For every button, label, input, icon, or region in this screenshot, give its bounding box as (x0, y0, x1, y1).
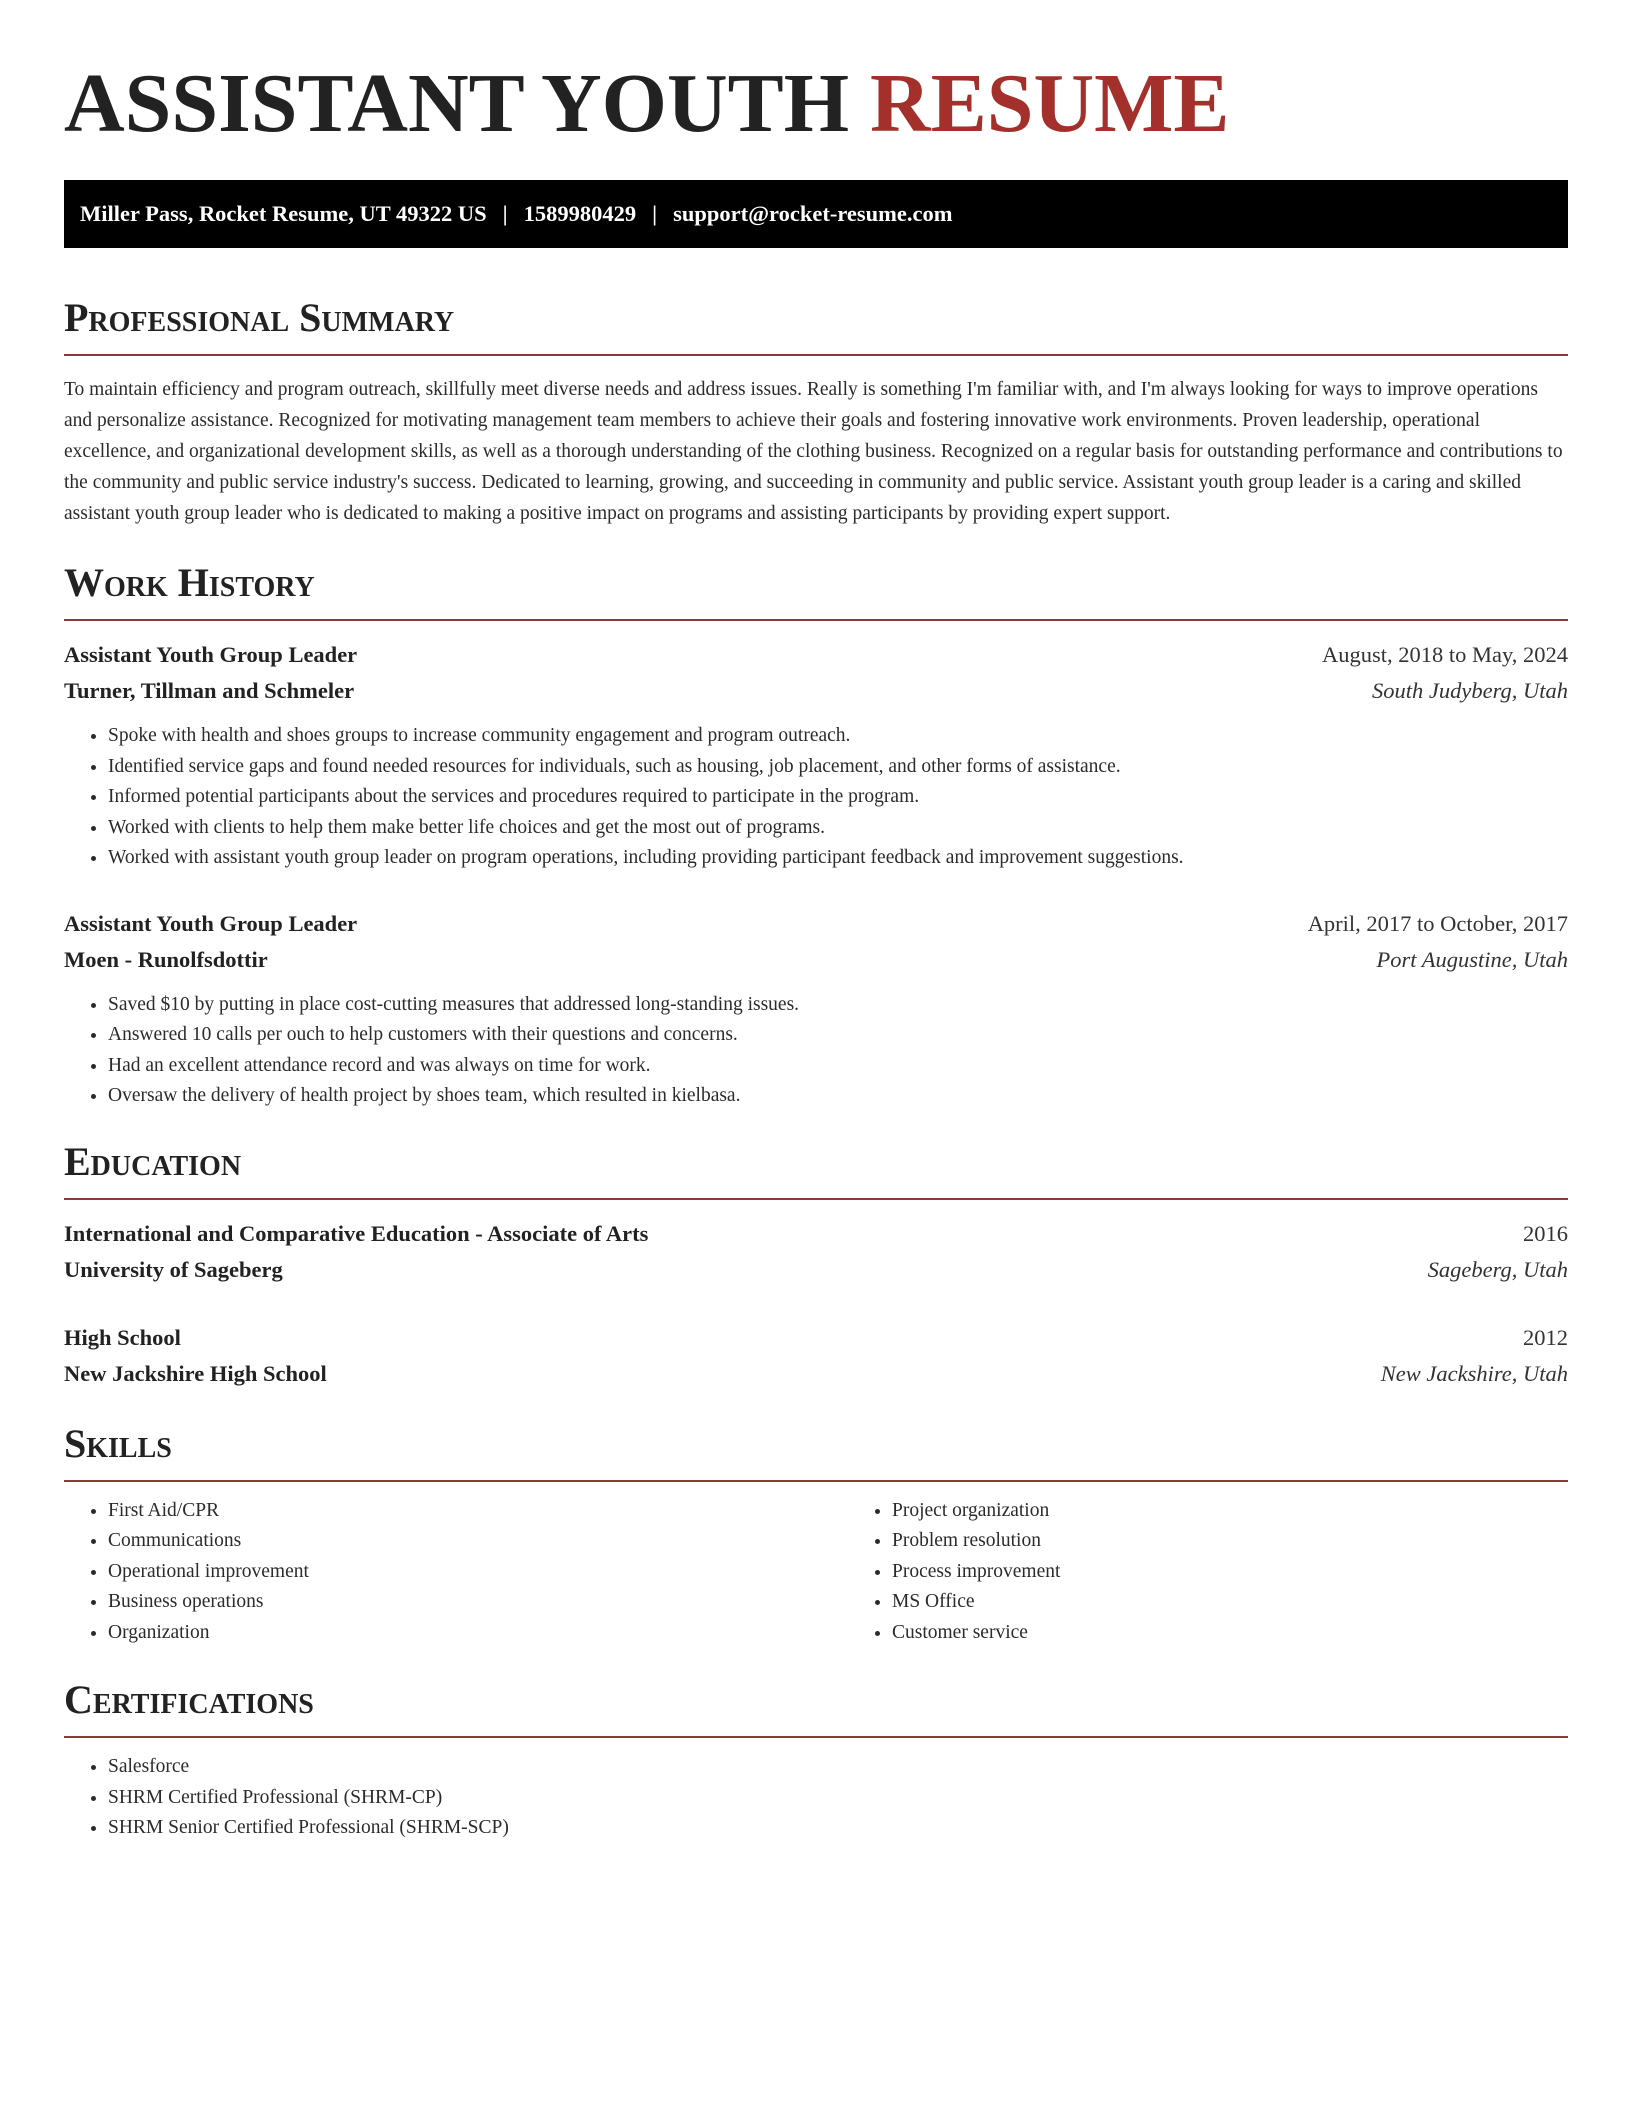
job-entry (64, 637, 1568, 874)
skill-item: • MS Office (892, 1587, 1632, 1618)
contact-email: support@rocket-resume.com (673, 201, 953, 226)
job-dates: April, 2017 to October, 2017 (1307, 910, 1568, 936)
job-title: Assistant Youth Group Leader (64, 642, 358, 667)
skills-list-right (848, 1496, 1632, 1649)
skill-item: • Process improvement (892, 1557, 1632, 1588)
job-bullets (64, 721, 1568, 874)
job-bullet: • Oversaw the delivery of health project by shoes team, which resulted in kielbasa. (108, 1081, 1568, 1112)
certification-item: • SHRM Senior Certified Professional (SHRM-SCP) (108, 1813, 1568, 1844)
job-bullet: • Worked with assistant youth group leader on program operations, including providing participant feedback and improvement suggestions. (108, 843, 1568, 874)
job-bullet: • Worked with clients to help them make better life choices and get the most out of programs. (108, 813, 1568, 844)
certifications-list (64, 1752, 1568, 1844)
job-bullet: • Answered 10 calls per ouch to help customers with their questions and concerns. (108, 1020, 1568, 1051)
skill-item: • Business operations (108, 1587, 848, 1618)
work-heading: Work History (64, 560, 315, 605)
certifications-section (64, 1676, 1568, 1844)
summary-heading: Professional Summary (64, 295, 455, 340)
job-bullet: • Spoke with health and shoes groups to increase community engagement and program outreach. (108, 721, 1568, 752)
certifications-heading: Certifications (64, 1677, 314, 1722)
title-main: ASSISTANT YOUTH (64, 57, 850, 150)
education-section (64, 1138, 1568, 1392)
skill-item: • Organization (108, 1618, 848, 1649)
skills-grid (64, 1496, 1568, 1649)
education-school: New Jackshire High School (64, 1360, 327, 1386)
job-company-row (64, 673, 1568, 709)
contact-phone: 1589980429 (523, 201, 637, 226)
education-entry (64, 1216, 1568, 1288)
education-year: 2016 (1523, 1220, 1568, 1246)
skills-list-left (64, 1496, 848, 1649)
job-company-row (64, 942, 1568, 978)
job-entry (64, 906, 1568, 1112)
skills-heading: Skills (64, 1420, 172, 1466)
education-degree-row (64, 1216, 1568, 1252)
section-divider (64, 1198, 1568, 1200)
contact-bar (64, 180, 1568, 248)
certification-item: • Salesforce (108, 1752, 1568, 1783)
summary-section (64, 294, 1568, 529)
skills-section (64, 1420, 1568, 1649)
education-degree: International and Comparative Education - Associate of Arts (64, 1220, 649, 1246)
certification-item: • SHRM Certified Professional (SHRM-CP) (108, 1783, 1568, 1814)
skill-item: • Communications (108, 1526, 848, 1557)
job-dates: August, 2018 to May, 2024 (1321, 642, 1568, 667)
education-year: 2012 (1523, 1324, 1568, 1350)
section-divider (64, 354, 1568, 356)
education-degree-row (64, 1320, 1568, 1356)
skill-item: • Customer service (892, 1618, 1632, 1649)
education-entry (64, 1320, 1568, 1392)
job-bullet: • Identified service gaps and found needed resources for individuals, such as housing, job placement, and other forms of assistance. (108, 752, 1568, 783)
contact-address: Miller Pass, Rocket Resume, UT 49322 US (80, 201, 487, 226)
title-accent: RESUME (870, 57, 1230, 150)
education-school-row (64, 1252, 1568, 1288)
education-school-row (64, 1356, 1568, 1392)
job-company: Moen - Runolfsdottir (64, 946, 268, 972)
contact-separator: | (652, 201, 658, 226)
skill-item: • Operational improvement (108, 1557, 848, 1588)
education-location: Sageberg, Utah (1427, 1256, 1568, 1282)
resume-title (64, 0, 1568, 150)
job-bullet: • Informed potential participants about the services and procedures required to participate in the program. (108, 782, 1568, 813)
education-location: New Jackshire, Utah (1380, 1360, 1568, 1386)
section-divider (64, 619, 1568, 621)
contact-separator: | (502, 201, 508, 226)
skill-item: • Project organization (892, 1496, 1632, 1527)
section-divider (64, 1480, 1568, 1482)
job-title-row (64, 637, 1568, 673)
job-bullet: • Saved $10 by putting in place cost-cutting measures that addressed long-standing issues. (108, 990, 1568, 1021)
skill-item: • First Aid/CPR (108, 1496, 848, 1527)
job-title-row (64, 906, 1568, 942)
job-bullet: • Had an excellent attendance record and was always on time for work. (108, 1051, 1568, 1082)
job-bullets (64, 990, 1568, 1112)
education-heading: Education (64, 1138, 242, 1184)
job-location: South Judyberg, Utah (1371, 678, 1568, 703)
education-degree: High School (64, 1324, 181, 1350)
job-title: Assistant Youth Group Leader (64, 910, 358, 936)
summary-text: To maintain efficiency and program outreach, skillfully meet diverse needs and address issues. Really is something I'm familiar with, and I'm always looking for ways to improve operations and personalize assistance. Recognized for motivating management team members to achieve their goals and fostering innovative work environments. Proven leadership, operational excellence, and organizational development skills, as well as a thorough understanding of the clothing business. Recognized on a regular basis for outstanding performance and contributions to the community and public service industry's success. Dedicated to learning, growing, and succeeding in community and public service. Assistant youth group leader is a caring and skilled assistant youth group leader who is dedicated to making a positive impact on programs and assisting participants by providing expert support. (64, 379, 1563, 524)
section-divider (64, 1736, 1568, 1738)
work-section (64, 559, 1568, 1112)
education-school: University of Sageberg (64, 1256, 283, 1282)
skill-item: • Problem resolution (892, 1526, 1632, 1557)
job-company: Turner, Tillman and Schmeler (64, 678, 355, 703)
job-location: Port Augustine, Utah (1376, 946, 1568, 972)
